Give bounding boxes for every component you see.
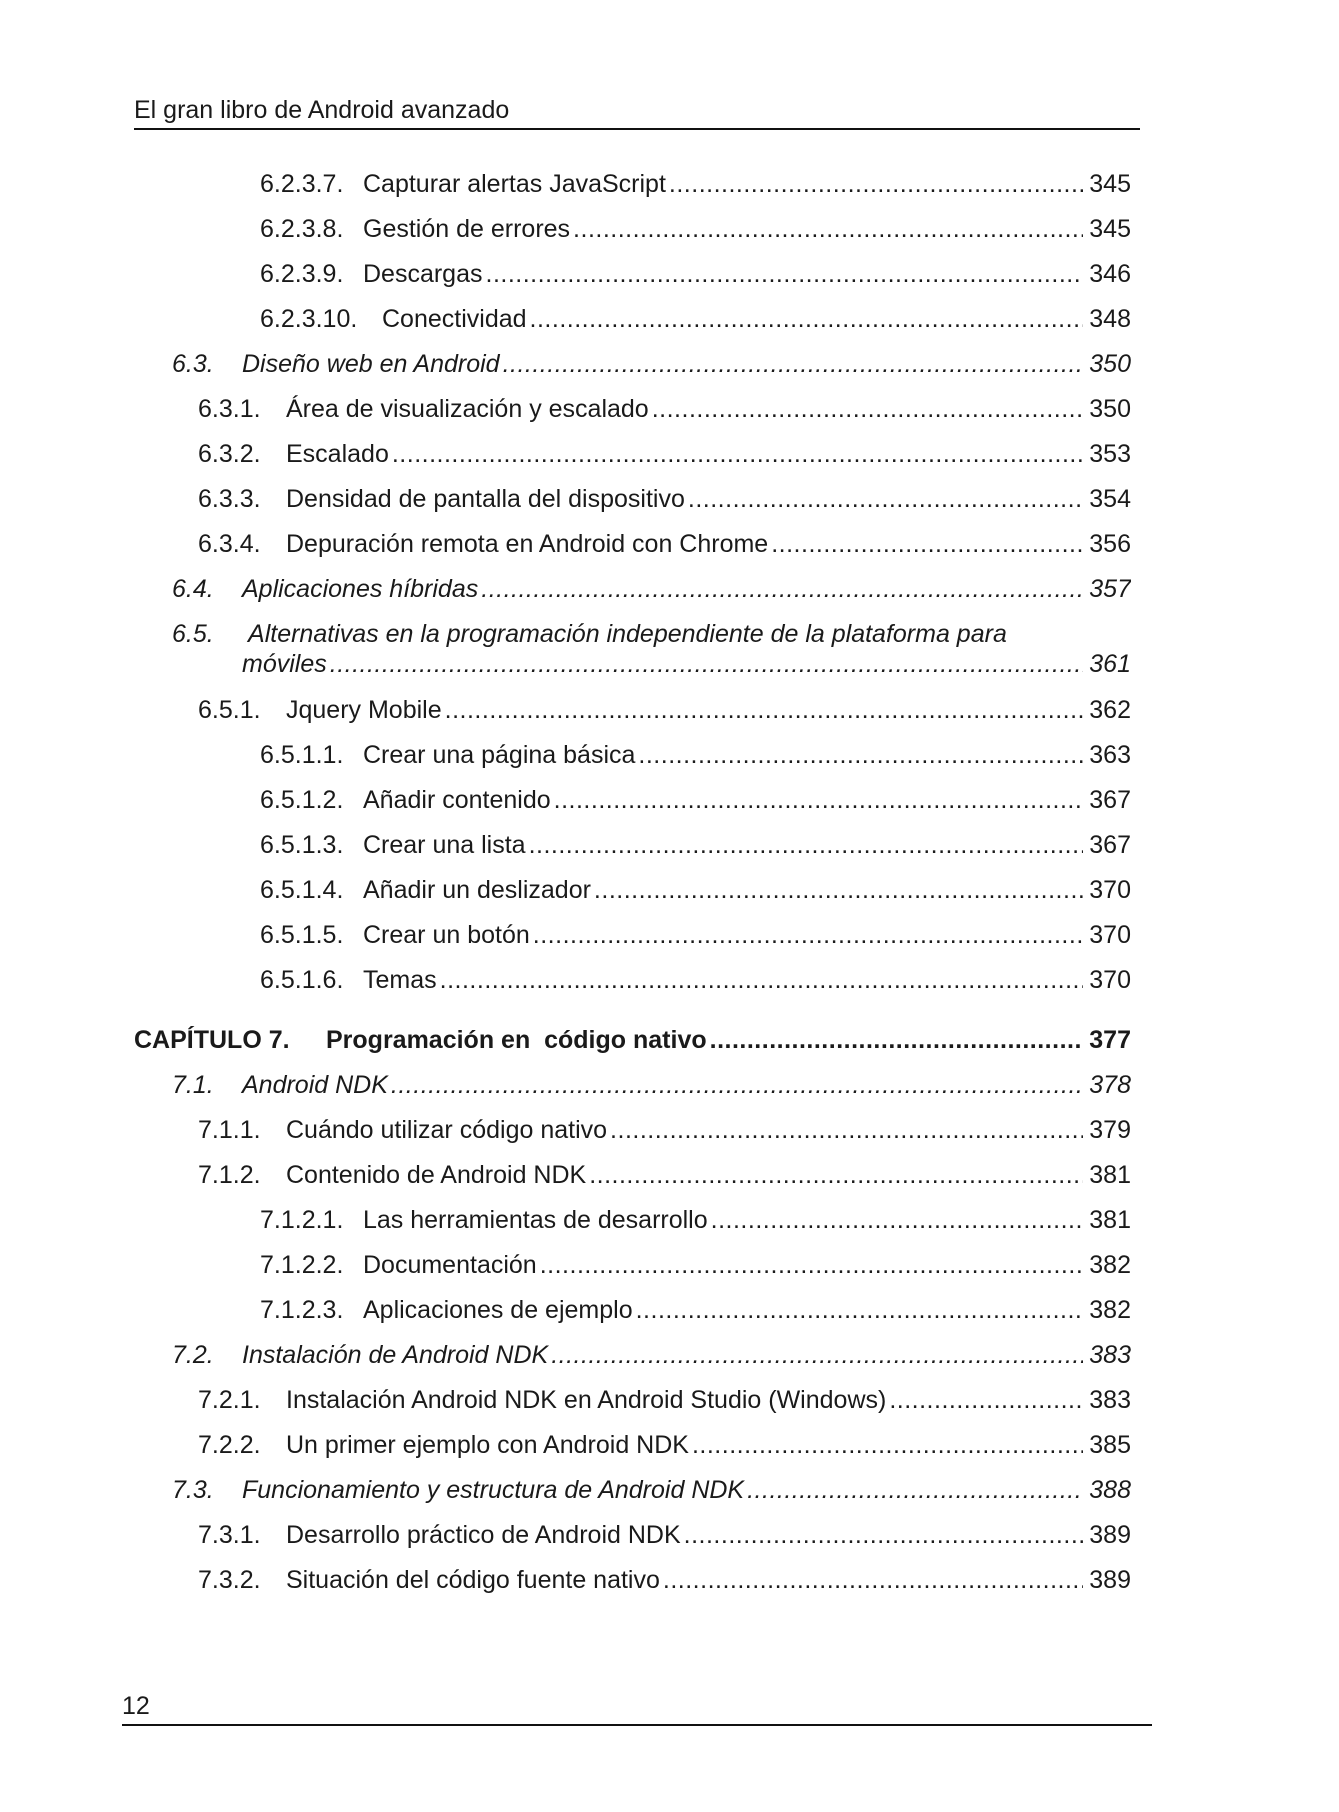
toc-entry-number: 7.2.1. [198,1386,261,1414]
toc-entry-page: 389 [1089,1521,1131,1549]
toc-entry-page: 356 [1089,530,1131,558]
toc-entry[interactable] [0,1431,1339,1476]
toc-entry-page: 354 [1089,485,1131,513]
toc-entry-title: Android NDK [242,1071,388,1099]
page-footer [122,1686,1152,1726]
dot-leader [445,696,1084,725]
toc-entry-number: 7.3.2. [198,1566,261,1594]
toc-entry[interactable] [0,1116,1339,1161]
toc-entry-title: Gestión de errores [363,215,571,243]
dot-leader [486,260,1084,289]
toc-entry[interactable] [0,575,1339,620]
toc-entry-page: 382 [1089,1296,1131,1324]
toc-entry-number: 6.3. [172,350,214,378]
dot-leader [669,170,1083,199]
toc-entry-page: 346 [1089,260,1131,288]
toc-entry-title: Funcionamiento y estructura de Android NDK [242,1476,745,1504]
toc-entry-page: 353 [1089,440,1131,468]
toc-entry-title: Añadir contenido [363,786,551,814]
toc-entry[interactable] [0,1341,1339,1386]
toc-entry-number: 6.5.1. [198,696,261,724]
toc-entry-number: 6.5.1.5. [260,921,344,949]
toc-entry-title: Instalación de Android NDK [242,1341,549,1369]
toc-entry-title: Crear una lista [363,831,526,859]
toc-entry-title: Contenido de Android NDK [286,1161,587,1189]
toc-entry[interactable] [0,831,1339,876]
dot-leader [610,1116,1083,1145]
toc-entry-title: Temas [363,966,437,994]
toc-entry-page: 377 [1089,1026,1131,1054]
toc-entry[interactable] [0,696,1339,741]
toc-entry-title: Diseño web en Android [242,350,500,378]
toc-entry[interactable] [0,260,1339,305]
dot-leader [711,1206,1084,1235]
toc-entry-page: 350 [1089,395,1131,423]
toc-entry-number: 6.5.1.6. [260,966,344,994]
toc-entry-number: 6.2.3.8. [260,215,344,243]
toc-entry-title: Las herramientas de desarrollo [363,1206,708,1234]
toc-entry-title: Área de visualización y escalado [286,395,649,423]
dot-leader [688,485,1083,514]
toc-entry[interactable] [0,485,1339,530]
dot-leader [391,1071,1083,1100]
toc-entry[interactable] [0,786,1339,831]
toc-entry-title: Conectividad [382,305,527,333]
toc-entry-page: 381 [1089,1161,1131,1189]
dot-leader [747,1476,1083,1505]
toc-chapter-entry[interactable] [0,1026,1339,1071]
toc-entry-number: 7.2.2. [198,1431,261,1459]
toc-entry-page: 378 [1089,1071,1131,1099]
dot-leader [530,305,1084,334]
toc-entry-title: Añadir un deslizador [363,876,591,904]
toc-entry-number: 7.1.1. [198,1116,261,1144]
toc-entry-number: 6.5.1.4. [260,876,344,904]
dot-leader [594,876,1083,905]
toc-entry-page: 379 [1089,1116,1131,1144]
dot-leader [503,350,1084,379]
toc-entry-page: 367 [1089,786,1131,814]
toc-entry-number: 6.5.1.3. [260,831,344,859]
toc-entry[interactable] [0,1071,1339,1116]
toc-entry[interactable] [0,1251,1339,1296]
dot-leader [710,1026,1084,1055]
toc-entry[interactable] [0,741,1339,786]
toc-entry-number: 6.4. [172,575,214,603]
toc-entry-title: Alternativas en la programación independiente de la plataforma para [248,620,1007,648]
toc-entry-title: Escalado [286,440,389,468]
dot-leader [636,1296,1084,1325]
dot-leader [533,921,1084,950]
table-of-contents [0,170,1339,1611]
dot-leader [551,1341,1083,1370]
toc-entry-page: 345 [1089,170,1131,198]
toc-entry-number: 7.2. [172,1341,214,1369]
toc-entry-page: 389 [1089,1566,1131,1594]
toc-entry-number: 6.3.2. [198,440,261,468]
toc-entry-page: 345 [1089,215,1131,243]
toc-entry-page: 357 [1089,575,1131,603]
toc-entry-title: Crear una página básica [363,741,636,769]
toc-entry-page: 370 [1089,876,1131,904]
dot-leader [589,1161,1083,1190]
toc-entry[interactable] [0,1476,1339,1521]
toc-entry-page: 370 [1089,966,1131,994]
toc-entry[interactable] [0,921,1339,966]
toc-entry-number: 6.5.1.2. [260,786,344,814]
toc-entry-page: 370 [1089,921,1131,949]
toc-entry-title: Documentación [363,1251,537,1279]
toc-entry-number: 6.2.3.10. [260,305,358,333]
page-number: 12 [122,1692,150,1720]
toc-entry-page: 362 [1089,696,1131,724]
toc-entry[interactable] [0,876,1339,921]
toc-entry-page: 348 [1089,305,1131,333]
toc-entry-page: 385 [1089,1431,1131,1459]
toc-entry[interactable] [0,440,1339,485]
toc-entry-title: Aplicaciones de ejemplo [363,1296,633,1324]
toc-entry-title: Instalación Android NDK en Android Studio (Windows) [286,1386,887,1414]
toc-entry-number: 7.1.2.2. [260,1251,344,1279]
toc-entry-title: Cuándo utilizar código nativo [286,1116,608,1144]
toc-entry[interactable] [0,1521,1339,1566]
toc-entry-page: 367 [1089,831,1131,859]
dot-leader [652,395,1084,424]
dot-leader [529,831,1084,860]
toc-entry-page: 363 [1089,741,1131,769]
dot-leader [392,440,1083,469]
dot-leader [554,786,1084,815]
toc-entry-number: 6.3.3. [198,485,261,513]
toc-entry-number: 7.3. [172,1476,214,1504]
toc-entry-number: 6.5. [172,620,214,648]
dot-leader [440,966,1084,995]
toc-entry[interactable] [0,966,1339,1011]
toc-entry[interactable] [0,1206,1339,1251]
toc-entry-title-continued: móviles [242,650,327,678]
dot-leader [638,741,1083,770]
toc-entry-number: 6.3.1. [198,395,261,423]
toc-entry-number: 6.5.1.1. [260,741,344,769]
toc-entry[interactable] [0,1161,1339,1206]
toc-entry-title: Situación del código fuente nativo [286,1566,660,1594]
dot-leader [692,1431,1083,1460]
toc-entry-title: Densidad de pantalla del dispositivo [286,485,685,513]
toc-entry-number: 6.3.4. [198,530,261,558]
toc-entry-title: Jquery Mobile [286,696,442,724]
toc-entry[interactable] [0,1386,1339,1431]
dot-leader [684,1521,1084,1550]
toc-entry[interactable] [0,1296,1339,1341]
toc-entry[interactable] [0,1566,1339,1611]
toc-entry[interactable] [0,395,1339,440]
toc-entry-page: 361 [1089,650,1131,678]
toc-entry-title: Aplicaciones híbridas [242,575,479,603]
toc-entry-title: Capturar alertas JavaScript [363,170,666,198]
dot-leader [540,1251,1084,1280]
toc-entry-title: Un primer ejemplo con Android NDK [286,1431,689,1459]
toc-entry[interactable] [0,620,1339,696]
toc-entry-number: 6.2.3.9. [260,260,344,288]
toc-entry-number: 7.1. [172,1071,214,1099]
toc-entry-number: 7.3.1. [198,1521,261,1549]
toc-entry-page: 383 [1089,1386,1131,1414]
toc-entry-title: Desarrollo práctico de Android NDK [286,1521,681,1549]
toc-entry-number: 6.2.3.7. [260,170,344,198]
dot-leader [889,1386,1083,1415]
toc-entry-page: 388 [1089,1476,1131,1504]
toc-entry-page: 382 [1089,1251,1131,1279]
toc-entry-title: Depuración remota en Android con Chrome [286,530,769,558]
dot-leader [573,215,1083,244]
toc-entry-title: Descargas [363,260,483,288]
running-header [134,92,1140,130]
dot-leader [481,575,1083,604]
toc-entry[interactable] [0,170,1339,215]
dot-leader [663,1566,1083,1595]
dot-leader [771,530,1083,559]
toc-entry[interactable] [0,530,1339,575]
toc-entry-page: 381 [1089,1206,1131,1234]
toc-entry[interactable] [0,350,1339,395]
running-header-title: El gran libro de Android avanzado [134,96,510,124]
toc-entry-page: 350 [1089,350,1131,378]
toc-entry[interactable] [0,215,1339,260]
dot-leader [330,650,1084,679]
toc-entry-title: Programación en código nativo [326,1026,707,1054]
toc-entry-number: 7.1.2.3. [260,1296,344,1324]
toc-entry-number: CAPÍTULO 7. [134,1026,290,1054]
toc-entry-number: 7.1.2. [198,1161,261,1189]
toc-entry-page: 383 [1089,1341,1131,1369]
toc-entry-number: 7.1.2.1. [260,1206,344,1234]
toc-entry[interactable] [0,305,1339,350]
toc-entry-title: Crear un botón [363,921,530,949]
